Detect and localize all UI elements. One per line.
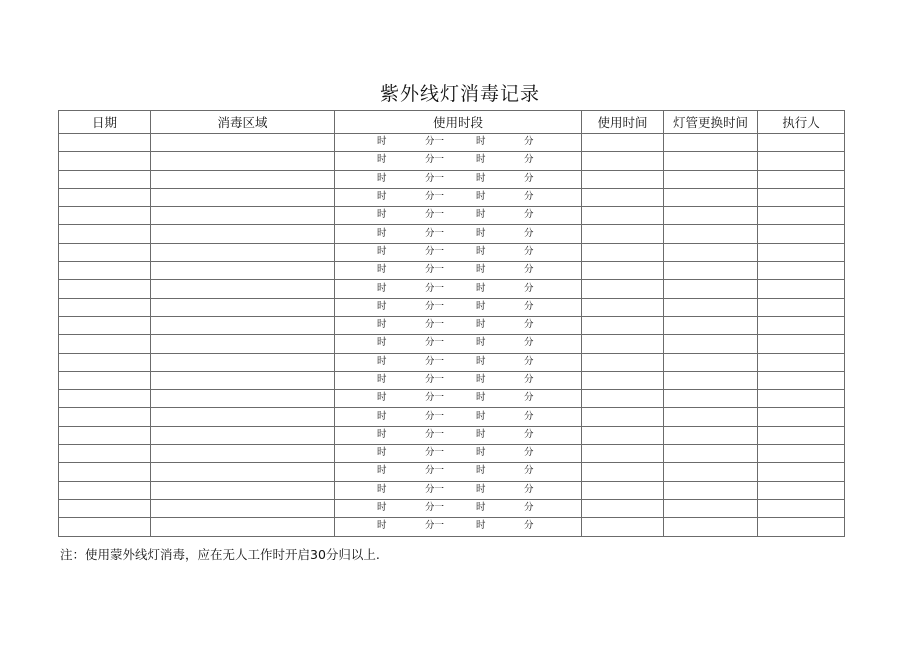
cell-operator[interactable] (758, 335, 845, 353)
cell-date[interactable] (59, 134, 151, 152)
table-row (59, 445, 845, 463)
header-lamp-replacement: 灯管更换时间 (664, 111, 758, 134)
period-end-minute-label: 分 (524, 154, 534, 166)
period-end-hour-label: 时 (476, 428, 486, 440)
period-fields[interactable] (335, 134, 581, 151)
cell-date[interactable] (59, 225, 151, 243)
period-start-hour-label: 时 (377, 428, 387, 440)
period-fields[interactable] (335, 500, 581, 517)
table-row (59, 298, 845, 316)
period-start-hour-label: 时 (377, 136, 387, 148)
cell-lamp-replacement[interactable] (664, 426, 758, 444)
cell-area[interactable] (151, 481, 335, 499)
period-start-hour-label: 时 (377, 191, 387, 203)
cell-period (335, 353, 582, 371)
period-end-minute-label: 分 (524, 264, 534, 276)
cell-period (335, 207, 582, 225)
period-start-minute-label: 分一 (425, 319, 445, 331)
cell-duration[interactable] (582, 207, 664, 225)
cell-operator[interactable] (758, 316, 845, 334)
cell-duration[interactable] (582, 463, 664, 481)
period-end-minute-label: 分 (524, 428, 534, 440)
table-row (59, 463, 845, 481)
period-start-minute-label: 分一 (425, 282, 445, 294)
period-start-minute-label: 分一 (425, 154, 445, 166)
cell-area[interactable] (151, 408, 335, 426)
cell-lamp-replacement[interactable] (664, 207, 758, 225)
header-operator: 执行人 (758, 111, 845, 134)
period-end-hour-label: 时 (476, 465, 486, 477)
cell-area[interactable] (151, 445, 335, 463)
cell-operator[interactable] (758, 225, 845, 243)
period-start-hour-label: 时 (377, 392, 387, 404)
period-start-hour-label: 时 (377, 282, 387, 294)
cell-duration[interactable] (582, 262, 664, 280)
cell-operator[interactable] (758, 445, 845, 463)
cell-period (335, 134, 582, 152)
cell-area[interactable] (151, 225, 335, 243)
cell-lamp-replacement[interactable] (664, 152, 758, 170)
period-start-minute-label: 分一 (425, 191, 445, 203)
period-end-minute-label: 分 (524, 319, 534, 331)
cell-date[interactable] (59, 243, 151, 261)
table-row (59, 207, 845, 225)
period-end-hour-label: 时 (476, 209, 486, 221)
period-start-minute-label: 分一 (425, 245, 445, 257)
cell-period (335, 518, 582, 536)
period-end-minute-label: 分 (524, 245, 534, 257)
cell-duration[interactable] (582, 481, 664, 499)
period-start-minute-label: 分一 (425, 227, 445, 239)
period-fields[interactable] (335, 171, 581, 188)
period-start-minute-label: 分一 (425, 374, 445, 385)
period-start-hour-label: 时 (377, 300, 387, 312)
cell-area[interactable] (151, 426, 335, 444)
period-fields[interactable] (335, 226, 581, 243)
cell-operator[interactable] (758, 481, 845, 499)
period-start-hour-label: 时 (377, 209, 387, 221)
table-row (59, 188, 845, 206)
disinfection-log-table (58, 110, 845, 537)
period-fields[interactable] (335, 409, 581, 426)
cell-period (335, 170, 582, 188)
cell-operator[interactable] (758, 463, 845, 481)
cell-date[interactable] (59, 262, 151, 280)
period-end-minute-label: 分 (524, 410, 534, 422)
period-end-minute-label: 分 (524, 465, 534, 477)
cell-lamp-replacement[interactable] (664, 335, 758, 353)
cell-duration[interactable] (582, 170, 664, 188)
table-row (59, 408, 845, 426)
table-row (59, 426, 845, 444)
period-start-minute-label: 分一 (425, 520, 445, 532)
period-start-minute-label: 分一 (425, 465, 445, 477)
period-start-hour-label: 时 (377, 245, 387, 257)
cell-operator[interactable] (758, 408, 845, 426)
period-start-minute-label: 分一 (425, 355, 445, 367)
cell-period (335, 426, 582, 444)
cell-period (335, 225, 582, 243)
period-start-minute-label: 分一 (425, 264, 445, 276)
cell-period (335, 188, 582, 206)
period-start-hour-label: 时 (377, 483, 387, 495)
cell-period (335, 243, 582, 261)
cell-period (335, 371, 582, 389)
cell-area[interactable] (151, 390, 335, 408)
cell-lamp-replacement[interactable] (664, 134, 758, 152)
cell-date[interactable] (59, 481, 151, 499)
cell-period (335, 499, 582, 517)
cell-date[interactable] (59, 445, 151, 463)
period-fields[interactable] (335, 189, 581, 206)
table-header-row (59, 111, 845, 134)
period-end-minute-label: 分 (524, 392, 534, 404)
cell-area[interactable] (151, 298, 335, 316)
page-title: 紫外线灯消毒记录 (379, 83, 540, 105)
period-start-minute-label: 分一 (425, 483, 445, 495)
period-start-minute-label: 分一 (425, 392, 445, 404)
cell-duration[interactable] (582, 408, 664, 426)
period-start-minute-label: 分一 (425, 172, 445, 184)
period-end-hour-label: 时 (476, 483, 486, 495)
period-end-hour-label: 时 (476, 227, 486, 239)
cell-area[interactable] (151, 243, 335, 261)
cell-area[interactable] (151, 170, 335, 188)
period-start-hour-label: 时 (377, 520, 387, 532)
period-end-minute-label: 分 (524, 374, 534, 385)
cell-period (335, 463, 582, 481)
cell-period (335, 445, 582, 463)
period-end-hour-label: 时 (476, 154, 486, 166)
period-end-minute-label: 分 (524, 355, 534, 367)
cell-duration[interactable] (582, 499, 664, 517)
period-fields[interactable] (335, 427, 581, 444)
period-fields[interactable] (335, 445, 581, 462)
cell-lamp-replacement[interactable] (664, 408, 758, 426)
cell-date[interactable] (59, 371, 151, 389)
table-row (59, 262, 845, 280)
cell-lamp-replacement[interactable] (664, 298, 758, 316)
period-fields[interactable] (335, 372, 581, 389)
cell-date[interactable] (59, 280, 151, 298)
period-end-minute-label: 分 (524, 520, 534, 532)
period-fields[interactable] (335, 354, 581, 371)
period-end-minute-label: 分 (524, 483, 534, 495)
period-start-hour-label: 时 (377, 355, 387, 367)
period-end-hour-label: 时 (476, 337, 486, 349)
cell-date[interactable] (59, 463, 151, 481)
period-start-hour-label: 时 (377, 337, 387, 349)
cell-operator[interactable] (758, 390, 845, 408)
period-end-hour-label: 时 (476, 319, 486, 331)
cell-area[interactable] (151, 280, 335, 298)
period-fields[interactable] (335, 482, 581, 499)
cell-duration[interactable] (582, 518, 664, 536)
period-end-minute-label: 分 (524, 447, 534, 459)
cell-lamp-replacement[interactable] (664, 316, 758, 334)
period-end-hour-label: 时 (476, 191, 486, 203)
period-start-hour-label: 时 (377, 465, 387, 477)
cell-lamp-replacement[interactable] (664, 499, 758, 517)
table-row (59, 481, 845, 499)
cell-operator[interactable] (758, 170, 845, 188)
cell-duration[interactable] (582, 188, 664, 206)
cell-lamp-replacement[interactable] (664, 170, 758, 188)
period-start-hour-label: 时 (377, 172, 387, 184)
cell-date[interactable] (59, 518, 151, 536)
cell-duration[interactable] (582, 335, 664, 353)
table-body (59, 134, 845, 537)
cell-period (335, 316, 582, 334)
cell-duration[interactable] (582, 298, 664, 316)
period-start-minute-label: 分一 (425, 300, 445, 312)
period-start-hour-label: 时 (377, 374, 387, 385)
cell-date[interactable] (59, 188, 151, 206)
period-fields[interactable] (335, 207, 581, 224)
table-row (59, 499, 845, 517)
table-row (59, 152, 845, 170)
period-fields[interactable] (335, 390, 581, 407)
period-end-minute-label: 分 (524, 300, 534, 312)
period-fields[interactable] (335, 152, 581, 169)
cell-date[interactable] (59, 426, 151, 444)
period-end-hour-label: 时 (476, 245, 486, 257)
period-start-minute-label: 分一 (425, 447, 445, 459)
cell-area[interactable] (151, 499, 335, 517)
cell-lamp-replacement[interactable] (664, 481, 758, 499)
cell-area[interactable] (151, 335, 335, 353)
period-start-hour-label: 时 (377, 154, 387, 166)
cell-area[interactable] (151, 207, 335, 225)
cell-duration[interactable] (582, 152, 664, 170)
period-start-minute-label: 分一 (425, 209, 445, 221)
cell-operator[interactable] (758, 262, 845, 280)
period-end-minute-label: 分 (524, 172, 534, 184)
table-row (59, 243, 845, 261)
cell-area[interactable] (151, 262, 335, 280)
table-row (59, 225, 845, 243)
cell-lamp-replacement[interactable] (664, 243, 758, 261)
cell-area[interactable] (151, 316, 335, 334)
period-end-hour-label: 时 (476, 300, 486, 312)
cell-duration[interactable] (582, 134, 664, 152)
cell-duration[interactable] (582, 426, 664, 444)
period-end-hour-label: 时 (476, 172, 486, 184)
period-end-hour-label: 时 (476, 502, 486, 514)
cell-duration[interactable] (582, 225, 664, 243)
period-end-minute-label: 分 (524, 209, 534, 221)
footnote: 注：使用蒙外线灯消毒，应在无人工作时开启30分归以上. (60, 547, 380, 562)
period-fields[interactable] (335, 463, 581, 480)
cell-period (335, 390, 582, 408)
period-fields[interactable] (335, 299, 581, 316)
period-end-minute-label: 分 (524, 227, 534, 239)
period-start-hour-label: 时 (377, 227, 387, 239)
cell-period (335, 408, 582, 426)
cell-operator[interactable] (758, 280, 845, 298)
cell-operator[interactable] (758, 298, 845, 316)
cell-period (335, 335, 582, 353)
cell-date[interactable] (59, 353, 151, 371)
cell-operator[interactable] (758, 134, 845, 152)
header-area: 消毒区域 (151, 111, 335, 134)
table-row (59, 518, 845, 536)
cell-date[interactable] (59, 408, 151, 426)
cell-lamp-replacement[interactable] (664, 445, 758, 463)
table-row (59, 316, 845, 334)
table-row (59, 280, 845, 298)
cell-operator[interactable] (758, 426, 845, 444)
period-start-hour-label: 时 (377, 502, 387, 514)
period-end-hour-label: 时 (476, 136, 486, 148)
cell-duration[interactable] (582, 445, 664, 463)
cell-lamp-replacement[interactable] (664, 463, 758, 481)
cell-date[interactable] (59, 152, 151, 170)
period-end-hour-label: 时 (476, 520, 486, 532)
cell-period (335, 280, 582, 298)
cell-operator[interactable] (758, 499, 845, 517)
cell-duration[interactable] (582, 243, 664, 261)
cell-operator[interactable] (758, 188, 845, 206)
header-duration: 使用时间 (582, 111, 664, 134)
period-start-hour-label: 时 (377, 264, 387, 276)
period-start-minute-label: 分一 (425, 410, 445, 422)
cell-operator[interactable] (758, 152, 845, 170)
cell-date[interactable] (59, 335, 151, 353)
period-start-minute-label: 分一 (425, 337, 445, 349)
table-row (59, 390, 845, 408)
cell-duration[interactable] (582, 390, 664, 408)
cell-duration[interactable] (582, 280, 664, 298)
cell-duration[interactable] (582, 316, 664, 334)
cell-area[interactable] (151, 353, 335, 371)
cell-lamp-replacement[interactable] (664, 371, 758, 389)
cell-area[interactable] (151, 371, 335, 389)
cell-area[interactable] (151, 152, 335, 170)
cell-operator[interactable] (758, 207, 845, 225)
cell-date[interactable] (59, 316, 151, 334)
period-fields[interactable] (335, 281, 581, 298)
period-end-minute-label: 分 (524, 191, 534, 203)
cell-operator[interactable] (758, 243, 845, 261)
cell-area[interactable] (151, 188, 335, 206)
table-row (59, 134, 845, 152)
cell-date[interactable] (59, 207, 151, 225)
cell-area[interactable] (151, 518, 335, 536)
period-end-hour-label: 时 (476, 410, 486, 422)
period-fields[interactable] (335, 244, 581, 261)
cell-area[interactable] (151, 134, 335, 152)
cell-operator[interactable] (758, 371, 845, 389)
period-start-minute-label: 分一 (425, 502, 445, 514)
cell-operator[interactable] (758, 353, 845, 371)
period-end-minute-label: 分 (524, 337, 534, 349)
period-end-hour-label: 时 (476, 282, 486, 294)
cell-lamp-replacement[interactable] (664, 262, 758, 280)
cell-lamp-replacement[interactable] (664, 188, 758, 206)
period-end-minute-label: 分 (524, 136, 534, 148)
period-start-minute-label: 分一 (425, 136, 445, 148)
period-end-minute-label: 分 (524, 502, 534, 514)
period-end-hour-label: 时 (476, 374, 486, 385)
cell-period (335, 262, 582, 280)
cell-period (335, 481, 582, 499)
header-date: 日期 (59, 111, 151, 134)
cell-area[interactable] (151, 463, 335, 481)
period-start-hour-label: 时 (377, 319, 387, 331)
cell-lamp-replacement[interactable] (664, 225, 758, 243)
period-end-hour-label: 时 (476, 264, 486, 276)
cell-lamp-replacement[interactable] (664, 518, 758, 536)
period-start-minute-label: 分一 (425, 428, 445, 440)
cell-date[interactable] (59, 170, 151, 188)
period-start-hour-label: 时 (377, 447, 387, 459)
cell-lamp-replacement[interactable] (664, 280, 758, 298)
table-row (59, 170, 845, 188)
table-row (59, 371, 845, 389)
period-fields[interactable] (335, 317, 581, 334)
cell-period (335, 152, 582, 170)
cell-operator[interactable] (758, 518, 845, 536)
cell-period (335, 298, 582, 316)
cell-date[interactable] (59, 499, 151, 517)
period-fields[interactable] (335, 262, 581, 279)
period-end-minute-label: 分 (524, 282, 534, 294)
period-end-hour-label: 时 (476, 355, 486, 367)
period-end-hour-label: 时 (476, 447, 486, 459)
cell-duration[interactable] (582, 353, 664, 371)
cell-lamp-replacement[interactable] (664, 353, 758, 371)
table-row (59, 353, 845, 371)
period-end-hour-label: 时 (476, 392, 486, 404)
cell-duration[interactable] (582, 371, 664, 389)
header-period: 使用时段 (335, 111, 582, 134)
period-fields[interactable] (335, 518, 581, 535)
cell-date[interactable] (59, 390, 151, 408)
cell-date[interactable] (59, 298, 151, 316)
period-start-hour-label: 时 (377, 410, 387, 422)
cell-lamp-replacement[interactable] (664, 390, 758, 408)
table-row (59, 335, 845, 353)
period-fields[interactable] (335, 335, 581, 352)
